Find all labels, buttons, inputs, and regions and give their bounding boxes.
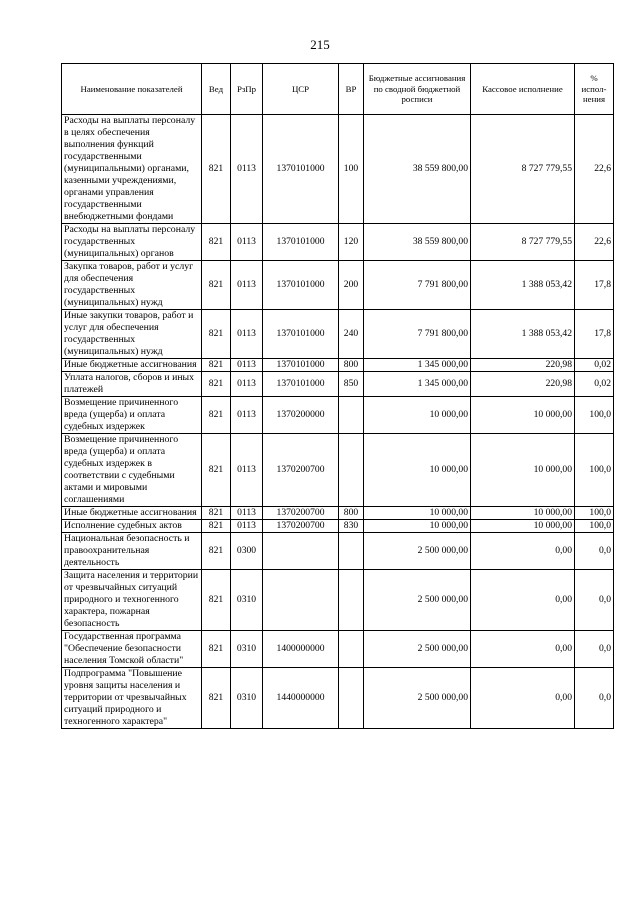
cell-csr: 1370101000 [263,115,339,224]
header-ved: Вед [202,64,231,115]
cell-name: Иные закупки товаров, работ и услуг для обеспечения государственных (муниципальных) нужд [62,310,202,359]
cell-rzpr: 0113 [231,520,263,533]
cell-csr: 1370101000 [263,359,339,372]
table-row [62,533,614,570]
cell-cash: 10 000,00 [471,434,575,507]
cell-name: Защита населения и территории от чрезвычайных ситуаций природного и техногенного характера, пожарная безопасность [62,570,202,631]
cell-csr [263,533,339,570]
cell-rzpr: 0113 [231,507,263,520]
cell-rzpr: 0113 [231,115,263,224]
cell-csr: 1370200000 [263,397,339,434]
cell-budget: 10 000,00 [364,520,471,533]
cell-vr: 800 [339,507,364,520]
cell-name: Национальная безопасность и правоохранительная деятельность [62,533,202,570]
cell-cash: 220,98 [471,359,575,372]
cell-budget: 38 559 800,00 [364,115,471,224]
cell-pct: 100,0 [575,520,614,533]
cell-pct: 0,0 [575,631,614,668]
cell-budget: 10 000,00 [364,397,471,434]
cell-ved: 821 [202,310,231,359]
cell-csr: 1400000000 [263,631,339,668]
table-row [62,310,614,359]
header-budget: Бюджетные ассигнования по сводной бюджетной росписи [364,64,471,115]
cell-csr: 1370200700 [263,507,339,520]
cell-ved: 821 [202,570,231,631]
cell-vr: 830 [339,520,364,533]
cell-ved: 821 [202,520,231,533]
cell-ved: 821 [202,507,231,520]
cell-cash: 8 727 779,55 [471,115,575,224]
table-row [62,397,614,434]
cell-csr: 1370101000 [263,224,339,261]
table-row [62,631,614,668]
cell-pct: 22,6 [575,224,614,261]
cell-budget: 2 500 000,00 [364,631,471,668]
table-row [62,570,614,631]
cell-rzpr: 0113 [231,261,263,310]
cell-budget: 10 000,00 [364,507,471,520]
cell-vr: 120 [339,224,364,261]
cell-budget: 1 345 000,00 [364,359,471,372]
cell-name: Закупка товаров, работ и услуг для обеспечения государственных (муниципальных) нужд [62,261,202,310]
cell-budget: 1 345 000,00 [364,372,471,397]
cell-vr [339,631,364,668]
cell-rzpr: 0113 [231,434,263,507]
cell-vr: 200 [339,261,364,310]
table-row [62,507,614,520]
cell-name: Иные бюджетные ассигнования [62,359,202,372]
cell-name: Подпрограмма "Повышение уровня защиты населения и территории от чрезвычайных ситуаций природного и техногенного характера" [62,668,202,729]
cell-vr [339,397,364,434]
cell-cash: 10 000,00 [471,520,575,533]
cell-cash: 10 000,00 [471,507,575,520]
cell-budget: 38 559 800,00 [364,224,471,261]
cell-rzpr: 0113 [231,359,263,372]
cell-name: Государственная программа "Обеспечение безопасности населения Томской области" [62,631,202,668]
cell-name: Расходы на выплаты персоналу государственных (муниципальных) органов [62,224,202,261]
cell-name: Возмещение причиненного вреда (ущерба) и оплата судебных издержек в соответствии с судебными актами и мировыми соглашениями [62,434,202,507]
cell-rzpr: 0113 [231,397,263,434]
table-row [62,372,614,397]
cell-rzpr: 0300 [231,533,263,570]
header-csr: ЦСР [263,64,339,115]
cell-name: Иные бюджетные ассигнования [62,507,202,520]
cell-ved: 821 [202,224,231,261]
header-vr: ВР [339,64,364,115]
table-row [62,115,614,224]
cell-rzpr: 0113 [231,372,263,397]
cell-pct: 0,0 [575,570,614,631]
cell-pct: 100,0 [575,434,614,507]
cell-vr: 240 [339,310,364,359]
cell-pct: 0,0 [575,668,614,729]
cell-ved: 821 [202,631,231,668]
cell-cash: 0,00 [471,533,575,570]
table-row [62,668,614,729]
table-row [62,261,614,310]
cell-pct: 17,8 [575,310,614,359]
cell-cash: 0,00 [471,668,575,729]
header-rzpr: РзПр [231,64,263,115]
cell-rzpr: 0310 [231,570,263,631]
cell-rzpr: 0113 [231,310,263,359]
cell-pct: 0,02 [575,359,614,372]
cell-pct: 100,0 [575,397,614,434]
cell-ved: 821 [202,533,231,570]
cell-budget: 2 500 000,00 [364,668,471,729]
cell-cash: 220,98 [471,372,575,397]
cell-csr: 1370101000 [263,310,339,359]
cell-rzpr: 0310 [231,668,263,729]
cell-cash: 1 388 053,42 [471,310,575,359]
cell-cash: 1 388 053,42 [471,261,575,310]
cell-csr: 1370101000 [263,261,339,310]
cell-ved: 821 [202,261,231,310]
cell-vr [339,434,364,507]
cell-vr: 100 [339,115,364,224]
cell-budget: 2 500 000,00 [364,570,471,631]
cell-csr: 1370200700 [263,434,339,507]
page-number: 215 [310,37,330,52]
cell-ved: 821 [202,397,231,434]
cell-rzpr: 0113 [231,224,263,261]
table-row [62,520,614,533]
cell-csr: 1370101000 [263,372,339,397]
cell-ved: 821 [202,372,231,397]
table-row [62,224,614,261]
header-cash: Кассовое исполнение [471,64,575,115]
cell-pct: 0,02 [575,372,614,397]
budget-table [61,63,614,729]
cell-rzpr: 0310 [231,631,263,668]
cell-vr: 800 [339,359,364,372]
header-pct: % испол-нения [575,64,614,115]
cell-csr: 1370200700 [263,520,339,533]
cell-cash: 0,00 [471,570,575,631]
cell-name: Возмещение причиненного вреда (ущерба) и оплата судебных издержек [62,397,202,434]
cell-ved: 821 [202,434,231,507]
cell-csr: 1440000000 [263,668,339,729]
cell-pct: 100,0 [575,507,614,520]
header-name: Наименование показателей [62,64,202,115]
cell-vr: 850 [339,372,364,397]
table-row [62,359,614,372]
cell-cash: 10 000,00 [471,397,575,434]
table-row [62,434,614,507]
cell-pct: 17,8 [575,261,614,310]
cell-name: Уплата налогов, сборов и иных платежей [62,372,202,397]
cell-budget: 10 000,00 [364,434,471,507]
cell-cash: 0,00 [471,631,575,668]
cell-vr [339,533,364,570]
cell-ved: 821 [202,115,231,224]
cell-vr [339,668,364,729]
cell-vr [339,570,364,631]
cell-budget: 7 791 800,00 [364,310,471,359]
cell-cash: 8 727 779,55 [471,224,575,261]
cell-ved: 821 [202,668,231,729]
table-header-row [62,64,614,115]
cell-pct: 22,6 [575,115,614,224]
cell-pct: 0,0 [575,533,614,570]
cell-name: Исполнение судебных актов [62,520,202,533]
cell-name: Расходы на выплаты персоналу в целях обеспечения выполнения функций государственными (муниципальными) органами, казенными учреждениями, органами управления государственными внебюджетными фондами [62,115,202,224]
cell-csr [263,570,339,631]
cell-ved: 821 [202,359,231,372]
cell-budget: 2 500 000,00 [364,533,471,570]
cell-budget: 7 791 800,00 [364,261,471,310]
